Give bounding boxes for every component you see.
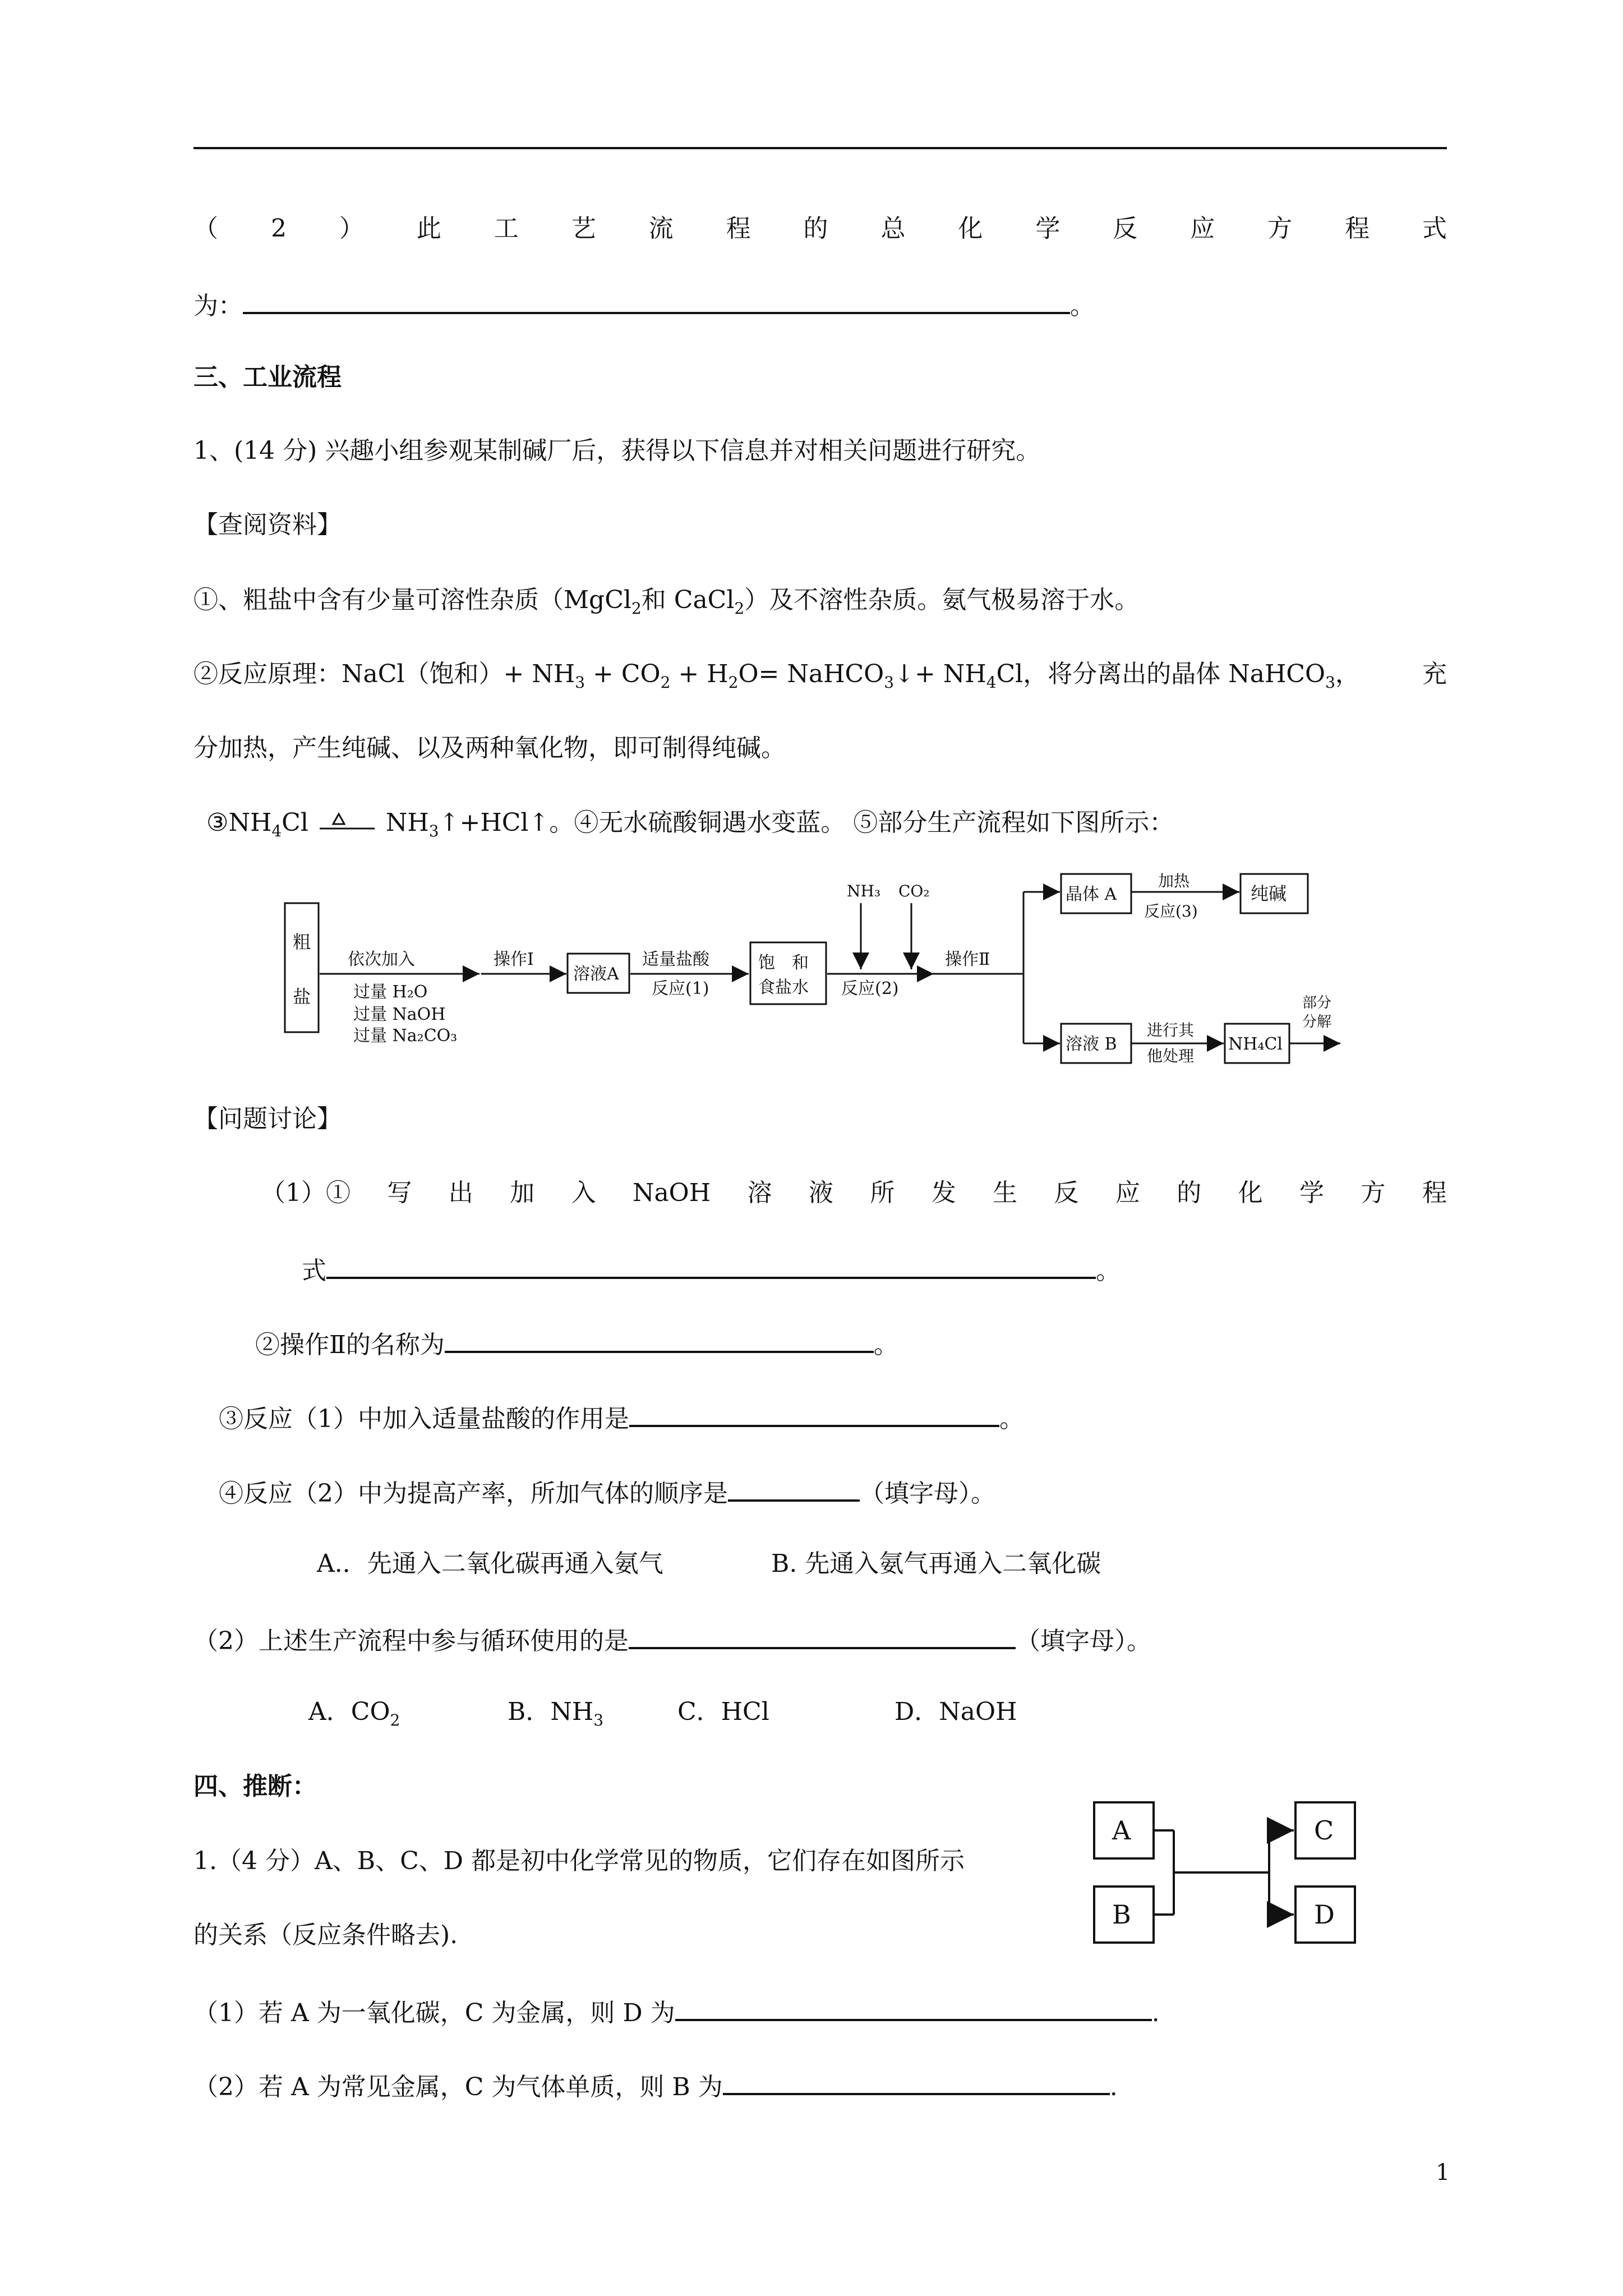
discussion-q1-char: 出	[448, 1179, 473, 1207]
recycle-blank[interactable]	[629, 1621, 1016, 1649]
co2-label: CO₂	[898, 882, 930, 900]
q2-suffix: 。	[1070, 292, 1095, 320]
partial-label-1: 部分	[1302, 995, 1332, 1011]
heat-arrow-icon	[316, 811, 378, 839]
discussion-q1-char: 发	[931, 1179, 956, 1207]
section4-q1-line1: 1.（4 分）A、B、C、D 都是初中化学常见的物质，它们存在如图所示	[193, 1847, 965, 1875]
discussion-q1-char: 的	[1177, 1179, 1202, 1207]
op2-label: 操作Ⅱ	[945, 950, 990, 969]
item2-sub-h2o: 2	[728, 673, 739, 692]
naoh-equation-blank[interactable]	[326, 1251, 1096, 1279]
discussion-q1-char: 溶	[747, 1179, 772, 1207]
item2-sub-co2: 2	[660, 673, 671, 692]
section4-sub2	[193, 2067, 1118, 2104]
sub2-text: （2）若 A 为常见金属，C 为气体单质，则 B 为	[193, 2073, 723, 2101]
item3-c: NH	[385, 808, 429, 837]
q1-4-text: ④反应（2）中为提高产率，所加气体的顺序是	[219, 1479, 728, 1508]
discussion-q1-char: 学	[1299, 1179, 1325, 1207]
q2-line1-char: 式	[1422, 214, 1447, 243]
choice-c: C．HCl	[677, 1697, 769, 1726]
discussion-q1-char: 加	[510, 1179, 535, 1207]
excess-h2o-label: 过量 H₂O	[353, 982, 428, 1002]
item3-b: Cl	[282, 808, 308, 837]
q2-line1-char: 2	[270, 214, 287, 243]
section3-title: 三、工业流程	[193, 363, 342, 392]
choice-b	[508, 1695, 603, 1737]
discussion-q1-char: 化	[1238, 1179, 1263, 1207]
item2-sub-nahco3-2: 3	[1325, 673, 1335, 692]
q2-line1-char: 程	[1345, 214, 1370, 243]
box-a-label: A	[1112, 1815, 1131, 1846]
soda-label: 纯碱	[1251, 883, 1287, 904]
further-label-2: 他处理	[1147, 1047, 1195, 1065]
q2-line1	[193, 212, 1447, 246]
production-flow-diagram	[275, 869, 1352, 1077]
choice-b-sub: 3	[593, 1710, 604, 1729]
op1-label: 操作Ⅰ	[494, 950, 534, 969]
discussion-q1-char: 生	[993, 1179, 1018, 1207]
saturated-label-1: 饱 和	[758, 953, 809, 973]
solution-a-label: 溶液A	[573, 964, 619, 984]
choice-d: D．NaOH	[895, 1697, 1017, 1726]
section4-q1-line2: 的关系（反应条件略去).	[193, 1921, 458, 1949]
section4-sub1	[193, 1993, 1160, 2030]
hcl-purpose-blank[interactable]	[629, 1399, 999, 1427]
item3-a: ③NH	[206, 808, 272, 837]
item1-part-a: ①、粗盐中含有少量可溶性杂质（MgCl	[193, 586, 631, 614]
item2-f: Cl，将分离出的晶体 NaHCO	[996, 660, 1326, 688]
crude-salt-box	[285, 903, 319, 1032]
q2-line1-char: 程	[726, 214, 751, 243]
discussion-q1-char: 方	[1361, 1179, 1386, 1207]
item3-d: ↑+HCl↑。④无水硫酸铜遇水变蓝。 ⑤部分生产流程如下图所示：	[439, 808, 1174, 837]
reaction2-label: 反应(2)	[841, 979, 899, 999]
q2-line1-char: 流	[648, 214, 674, 243]
q2-line1-char: 应	[1190, 214, 1215, 243]
further-label-1: 进行其	[1147, 1021, 1195, 1039]
research-item3	[206, 806, 1174, 848]
item2-d: O= NaHCO	[738, 660, 884, 688]
discussion-q1-3	[219, 1399, 1024, 1436]
discussion-q1-line2	[302, 1251, 1121, 1288]
section3-q1-intro: 1、(14 分) 兴趣小组参观某制碱厂后，获得以下信息并对相关问题进行研究。	[193, 436, 1041, 465]
discussion-q1-line1	[261, 1176, 1447, 1210]
op2-name-blank[interactable]	[445, 1325, 874, 1353]
discussion-q1-char: 入	[571, 1179, 596, 1207]
d-answer-blank[interactable]	[675, 1993, 1152, 2021]
reaction1-label: 反应(1)	[652, 979, 709, 999]
q2-line1-char: （	[193, 214, 218, 243]
q2-line1-char: 工	[494, 214, 519, 243]
q2-line1-char: 此	[416, 214, 441, 243]
research-title: 【查阅资料】	[193, 510, 342, 539]
crude-salt-label-2: 盐	[293, 986, 311, 1007]
item2-b: + CO	[585, 660, 661, 688]
excess-na2co3-label: 过量 Na₂CO₃	[353, 1026, 458, 1046]
q2-line1-char: 艺	[571, 214, 596, 243]
choice-a	[308, 1695, 400, 1737]
item2-end: 充	[1422, 660, 1447, 688]
discussion-q1-2	[255, 1325, 898, 1362]
box-d-label: D	[1314, 1899, 1335, 1930]
nh4cl-label: NH₄Cl	[1228, 1034, 1283, 1054]
item2-g: ，	[1335, 660, 1360, 688]
option-b: B. 先通入氨气再通入二氧化碳	[771, 1549, 1101, 1578]
sub2-suffix: .	[1109, 2073, 1118, 2101]
crude-salt-label-1: 粗	[293, 931, 311, 953]
discussion-q1-char: 反	[1054, 1179, 1079, 1207]
q2-answer-blank[interactable]	[243, 286, 1070, 314]
q2-line2	[193, 286, 1095, 323]
discussion-title: 【问题讨论】	[193, 1105, 342, 1133]
discussion-q1-4	[219, 1474, 995, 1511]
crystal-a-label: 晶体 A	[1066, 885, 1117, 904]
q1-2-suffix: 。	[873, 1331, 898, 1359]
solution-b-label: 溶液 B	[1066, 1034, 1117, 1054]
discussion-q1-char: 写	[387, 1179, 412, 1207]
box-c-label: C	[1314, 1815, 1334, 1846]
saturated-label-2: 食盐水	[758, 978, 809, 997]
box-b-label: B	[1112, 1899, 1131, 1930]
discussion-q1-char: （1）①	[261, 1179, 351, 1207]
choice-b-text: B．NH	[508, 1697, 594, 1726]
item1-part-c: ）及不溶性杂质。氨气极易溶于水。	[744, 586, 1140, 614]
q1-line2-suffix: 。	[1096, 1257, 1121, 1285]
header-rule	[193, 147, 1447, 149]
discussion-q1-char: 液	[808, 1179, 833, 1207]
excess-naoh-label: 过量 NaOH	[353, 1005, 446, 1024]
q2-line1-char: 学	[1035, 214, 1061, 243]
q1-3-text: ③反应（1）中加入适量盐酸的作用是	[219, 1405, 629, 1433]
section4-title: 四、推断：	[193, 1772, 317, 1801]
discussion-q2	[193, 1621, 1151, 1658]
choice-a-text: A．CO	[308, 1697, 390, 1726]
sub1-suffix: .	[1151, 1999, 1160, 2027]
discussion-q1-char: 所	[870, 1179, 895, 1207]
q1-4-suffix: （填字母）。	[860, 1479, 995, 1508]
item3-sub-a: 4	[271, 821, 282, 840]
q2-line1-char: 的	[803, 214, 828, 243]
item2-sub-nh3: 3	[575, 673, 585, 692]
option-a: A.．先通入二氧化碳再通入氨气	[317, 1549, 663, 1578]
item2-sub-nh4: 4	[986, 673, 997, 692]
item1-sub-a: 2	[631, 599, 642, 618]
item1-part-b: 和 CaCl	[641, 586, 735, 614]
gas-order-blank[interactable]	[728, 1474, 860, 1502]
abcd-diagram	[1091, 1798, 1382, 1949]
add-in-order-label: 依次加入	[348, 950, 415, 969]
item1-sub-b: 2	[734, 599, 745, 618]
item2-sub-nahco3: 3	[884, 673, 895, 692]
hcl-label: 适量盐酸	[642, 950, 709, 969]
partial-label-2: 分解	[1302, 1014, 1332, 1030]
q2-suffix: （填字母）。	[1016, 1627, 1151, 1655]
research-item1	[193, 583, 1139, 625]
item2-a: ②反应原理：NaCl（饱和）+ NH	[193, 660, 575, 688]
q1-2-text: ②操作Ⅱ的名称为	[255, 1331, 445, 1359]
sub1-text: （1）若 A 为一氧化碳，C 为金属，则 D 为	[193, 1999, 675, 2027]
item2-e: ↓+ NH	[894, 660, 986, 688]
item2-c: + H	[670, 660, 728, 688]
q2-line1-char: 化	[958, 214, 983, 243]
discussion-q1-char: NaOH	[632, 1179, 711, 1207]
discussion-q1-char: 程	[1422, 1179, 1447, 1207]
q2-line1-char: 方	[1267, 214, 1293, 243]
choice-a-sub: 2	[390, 1710, 400, 1729]
page-number: 1	[1436, 2160, 1450, 2185]
heat-label: 加热	[1158, 872, 1190, 890]
discussion-q1-char: 应	[1115, 1179, 1140, 1207]
q2-line1-char: ）	[339, 214, 364, 243]
nh3-label: NH₃	[847, 882, 881, 900]
q2-line1-char: 总	[880, 214, 906, 243]
reaction3-label: 反应(3)	[1144, 902, 1198, 921]
q2-prefix: 为：	[193, 292, 243, 320]
research-item2-line2: 分加热，产生纯碱、以及两种氧化物，即可制得纯碱。	[193, 734, 786, 762]
q2-line1-char: 反	[1113, 214, 1138, 243]
q1-line2-prefix: 式	[302, 1257, 326, 1285]
q2-text: （2）上述生产流程中参与循环使用的是	[193, 1627, 629, 1655]
b-answer-blank[interactable]	[723, 2067, 1110, 2095]
item3-sub-c: 3	[428, 821, 439, 840]
research-item2	[193, 657, 1447, 700]
q1-3-suffix: 。	[999, 1405, 1024, 1433]
